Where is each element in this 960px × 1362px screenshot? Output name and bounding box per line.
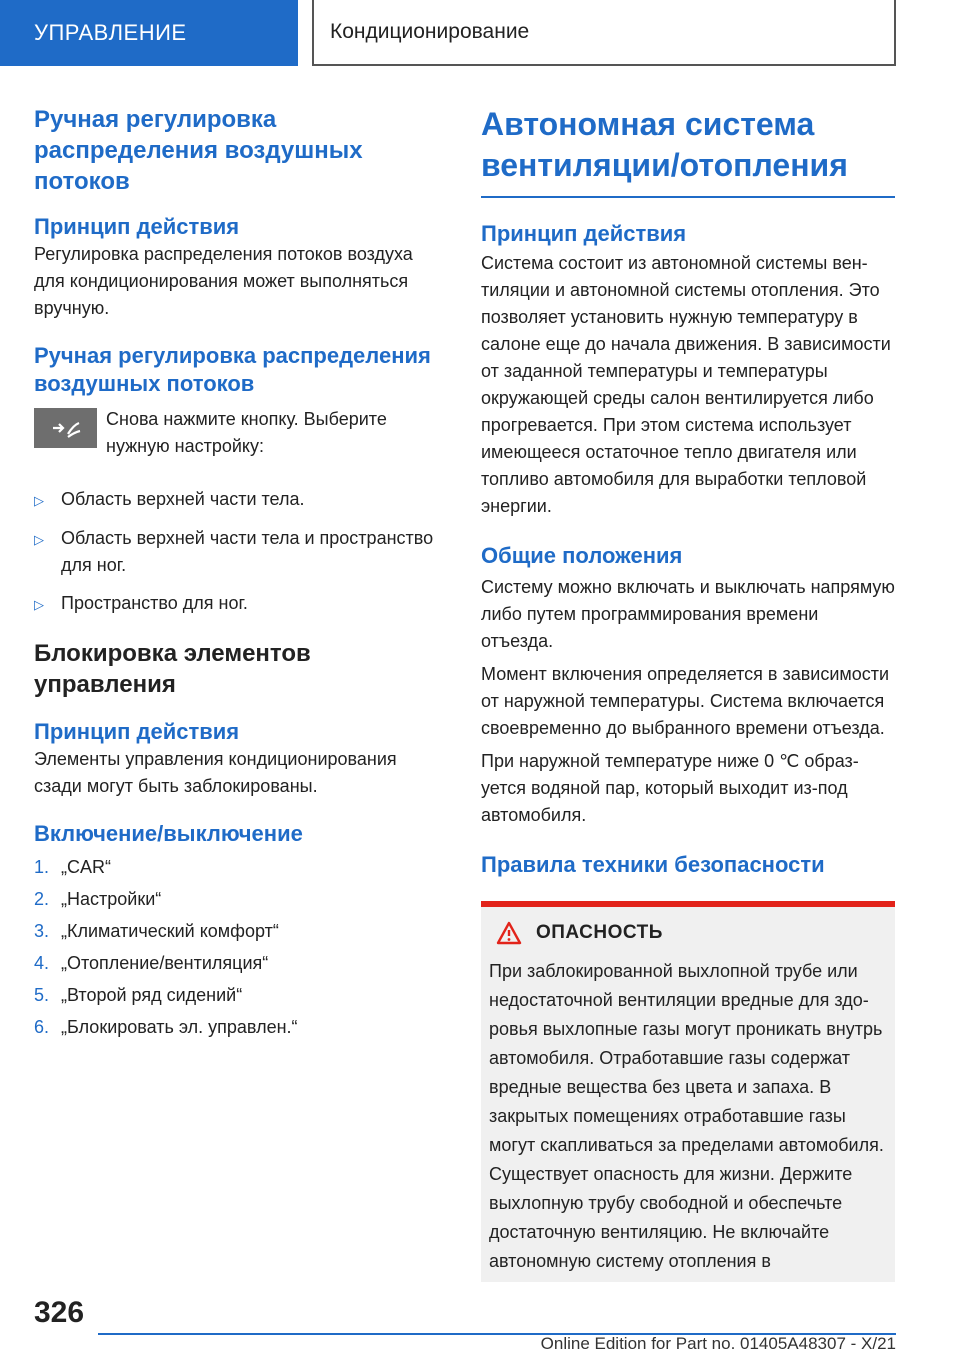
heading-safety: Правила техники безопасности (481, 852, 825, 877)
text-general-1: Систему можно включать и выключать напрямую либо путем программирования времени отъезда. (481, 577, 895, 651)
button-instruction-text: Снова нажмите кнопку. Выберите нужную настройку: (106, 409, 387, 456)
list-item: ▷ Пространство для ног. (34, 590, 442, 618)
warning-box (481, 907, 895, 1282)
text-general-3: При наружной температуре ниже 0 ℃ образуется водяной пар, который выходит из-под автомобиля. (481, 751, 859, 825)
heading-general: Общие положения (481, 543, 683, 568)
list-item: 6. „Блокировать эл. управлен.“ (34, 1017, 298, 1037)
list-item: ▷ Область верхней части тела и пространство для ног. (34, 525, 442, 579)
heading-manual-airflow: Ручная регулировка распределения воздушных потоков (34, 106, 363, 195)
warning-text: При заблокированной выхлопной трубе или недостаточной вентиляции вредные для здоровья выхлопные газы могут проникать внутрь автомобиля. Отработавшие газы содержат вредные вещества без цвета и запаха. В закрытых помещениях отработавшие газы могут скапливаться за пределами автомобиля. Существует опасность для жизни. Держите выхлопную трубу свободной и обеспечьте достаточную вентиляцию. Не включайте автономную систему отопления в (489, 961, 884, 1271)
text-principle-2: Элементы управления кондиционирования сзади могут быть заблокированы. (34, 749, 397, 796)
airflow-options-list (34, 486, 442, 618)
heading-autonomous-system: Автономная система вентиляции/отопления (481, 106, 848, 183)
heading-principle-1: Принцип действия (34, 214, 240, 239)
text-principle-right: Система состоит из автономной системы вентиляции и автономной системы отопления. Это позволяет установить нужную температуру в салоне еще до начала движения. В зависимости от заданной температуры и температуры окружающей среды салон вентилируется либо прогревается. При этом система использует имеющееся остаточное тепло двигателя или топливо автомобиля для выработки тепловой энергии. (481, 253, 891, 516)
heading-manual-airflow-sub: Ручная регулировка распределения воздушных потоков (34, 343, 431, 396)
page-title: Кондиционирование (312, 0, 896, 66)
heading-principle-right: Принцип действия (481, 221, 687, 246)
heading-on-off: Включение/выключение (34, 821, 303, 846)
footer-edition: Online Edition for Part no. 01405A48307 - X/21 (540, 1334, 896, 1353)
text-general-2: Момент включения определяется в зависимости от наружной температуры. Система включается своевременно до выбранного времени отъезда. (481, 664, 890, 738)
button-instruction (34, 406, 442, 460)
list-item: 3. „Климатический комфорт“ (34, 921, 279, 941)
list-item: 5. „Второй ряд сидений“ (34, 985, 243, 1005)
left-column (34, 104, 442, 1046)
right-column (481, 104, 895, 1282)
airflow-button-icon (34, 408, 97, 448)
triangle-bullet-icon: ▷ (34, 493, 44, 508)
list-item: 4. „Отопление/вентиляция“ (34, 953, 269, 973)
list-item: 1. „CAR“ (34, 857, 111, 877)
list-item: 2. „Настройки“ (34, 889, 162, 909)
heading-lock-controls: Блокировка элементов управления (34, 640, 311, 698)
heading-principle-2: Принцип действия (34, 719, 240, 744)
page-number: 326 (34, 1296, 85, 1329)
warning-header (496, 921, 887, 945)
list-item: ▷ Область верхней части тела. (34, 486, 442, 514)
warning-label: ОПАСНОСТЬ (536, 922, 663, 943)
text-principle-1: Регулировка распределения потоков воздуха для кондиционирования может выполняться вручную. (34, 244, 413, 318)
heading-divider (481, 196, 895, 198)
warning-triangle-icon (496, 921, 522, 945)
steps-list (34, 854, 442, 1041)
triangle-bullet-icon: ▷ (34, 532, 44, 547)
triangle-bullet-icon: ▷ (34, 597, 44, 612)
section-tab: УПРАВЛЕНИЕ (0, 0, 298, 66)
